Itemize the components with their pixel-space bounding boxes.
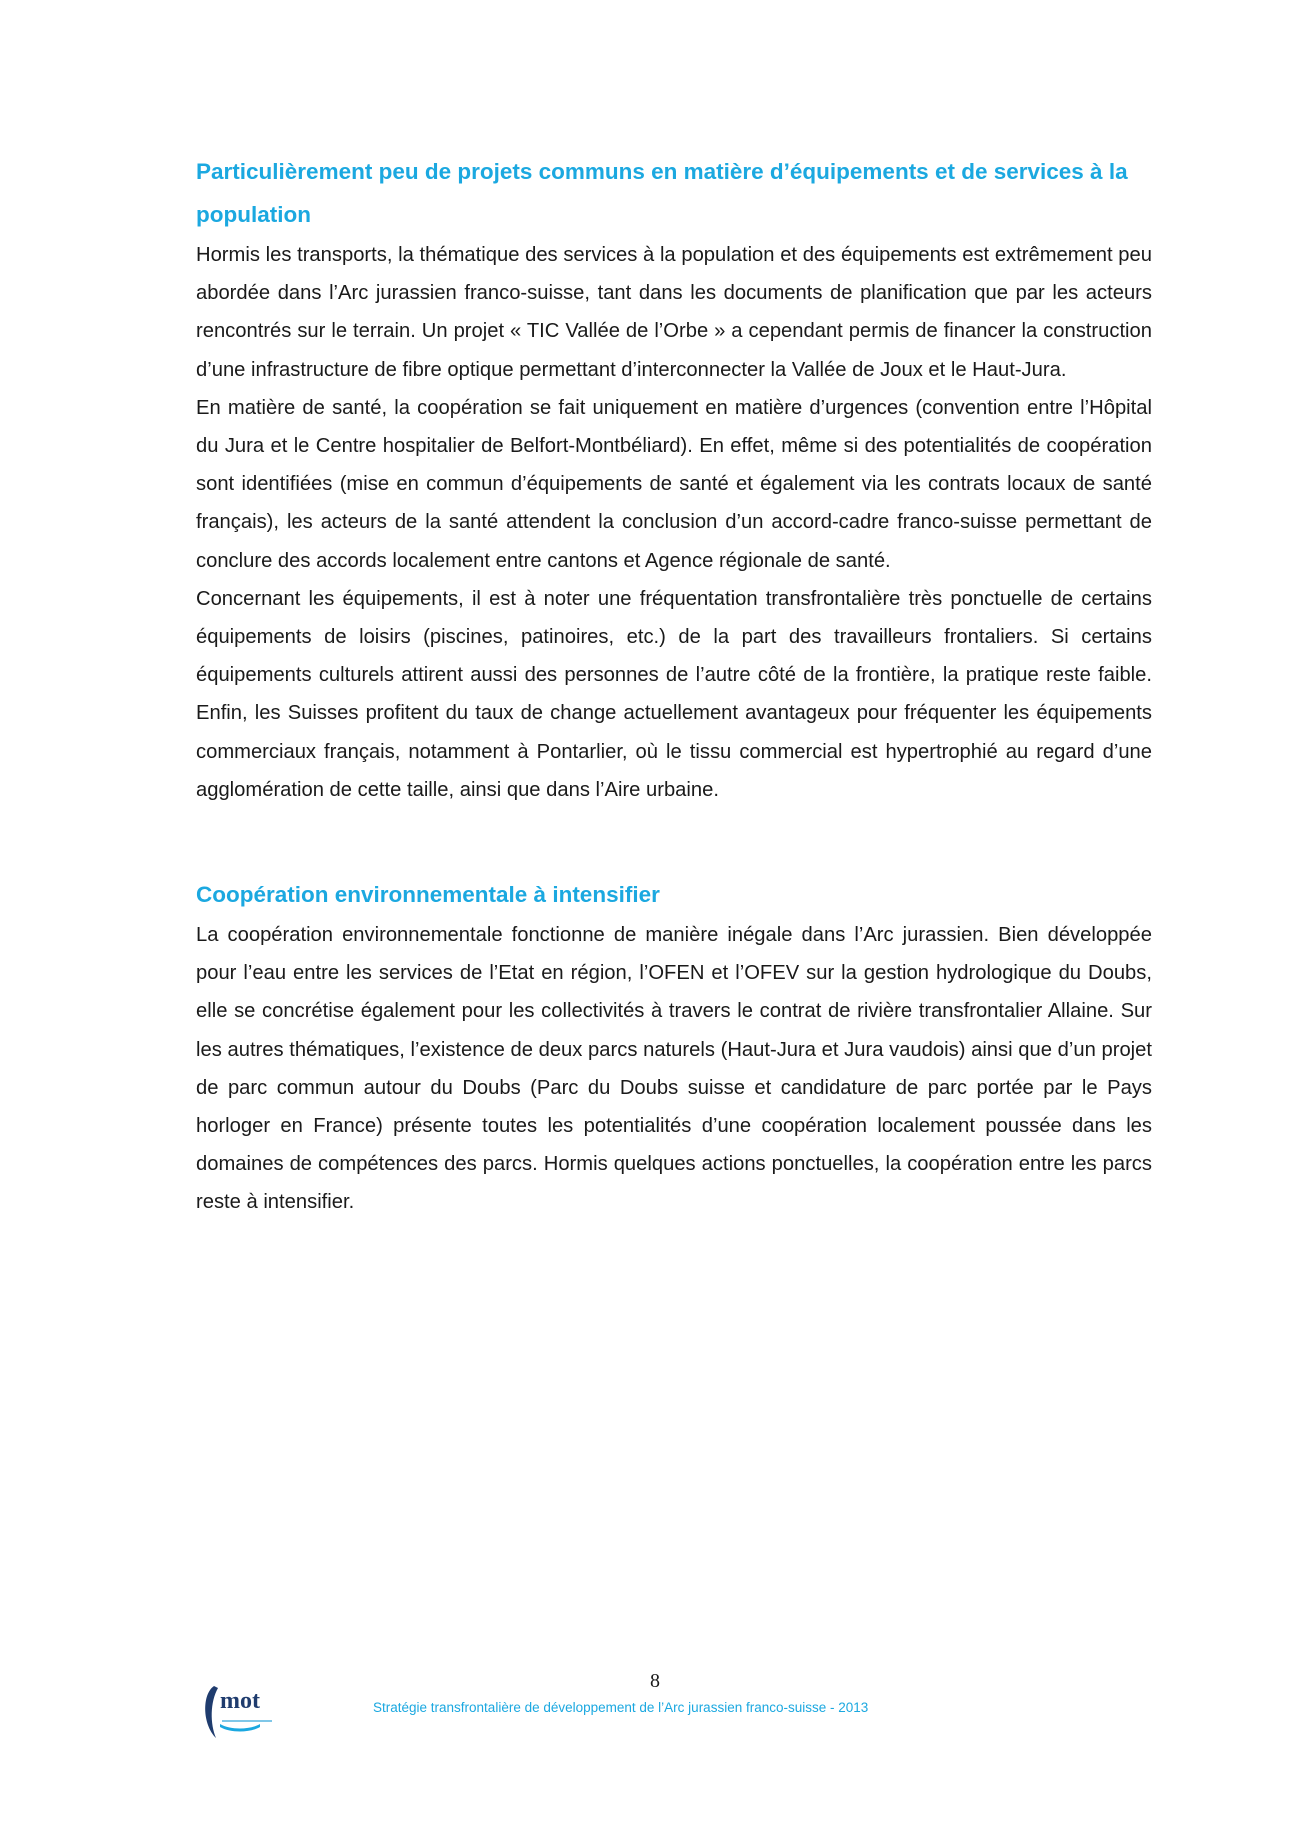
- section-equipements-services: [196, 150, 1152, 809]
- paragraph: Concernant les équipements, il est à noter une fréquentation transfrontalière très ponctuelle de certains équipements de loisirs (piscines, patinoires, etc.) de la part des travailleurs frontaliers. Si certains équipements culturels attirent aussi des personnes de l’autre côté de la frontière, la pratique reste faible. Enfin, les Suisses profitent du taux de change actuellement avantageux pour fréquenter les équipements commerciaux français, notamment à Pontarlier, où le tissu commercial est hypertrophié au regard d’une agglomération de cette taille, ainsi que dans l’Aire urbaine.: [196, 587, 1152, 801]
- paragraph: Hormis les transports, la thématique des services à la population et des équipements est extrêmement peu abordée dans l’Arc jurassien franco-suisse, tant dans les documents de planification que par les acteurs rencontrés sur le terrain. Un projet « TIC Vallée de l’Orbe » a cependant permis de financer la construction d’une infrastructure de fibre optique permettant d’interconnecter la Vallée de Joux et le Haut-Jura.: [196, 244, 1152, 381]
- paragraph: En matière de santé, la coopération se fait uniquement en matière d’urgences (convention entre l’Hôpital du Jura et le Centre hospitalier de Belfort-Montbéliard). En effet, même si des potentialités de coopération sont identifiées (mise en commun d’équipements de santé et également via les contrats locaux de santé français), les acteurs de la santé attendent la conclusion d’un accord-cadre franco-suisse permettant de conclure des accords localement entre cantons et Agence régionale de santé.: [196, 396, 1152, 572]
- paragraph: La coopération environnementale fonctionne de manière inégale dans l’Arc jurassien. Bien développée pour l’eau entre les services de l’Etat en région, l’OFEN et l’OFEV sur la gestion hydrologique du Doubs, elle se concrétise également pour les collectivités à travers le contrat de rivière transfrontalier Allaine. Sur les autres thématiques, l’existence de deux parcs naturels (Haut-Jura et Jura vaudois) ainsi que d’un projet de parc commun autour du Doubs (Parc du Doubs suisse et candidature de parc portée par le Pays horloger en France) présente toutes les potentialités d’une coopération localement poussée dans les domaines de compétences des parcs. Hormis quelques actions ponctuelles, la coopération entre les parcs reste à intensifier.: [196, 924, 1152, 1214]
- section-heading: Particulièrement peu de projets communs en matière d’équipements et de services à la population: [196, 159, 1128, 227]
- page-footer: [0, 1670, 1300, 1750]
- mot-logo: [200, 1684, 280, 1740]
- section-heading: Coopération environnementale à intensifier: [196, 882, 660, 908]
- page-number: 8: [650, 1670, 660, 1692]
- footer-caption: Stratégie transfrontalière de développement de l’Arc jurassien franco-suisse - 2013: [373, 1700, 869, 1715]
- section-cooperation-environnementale: [196, 873, 1152, 1222]
- page-content: [196, 150, 1152, 1222]
- logo-wordmark: mot: [220, 1688, 260, 1714]
